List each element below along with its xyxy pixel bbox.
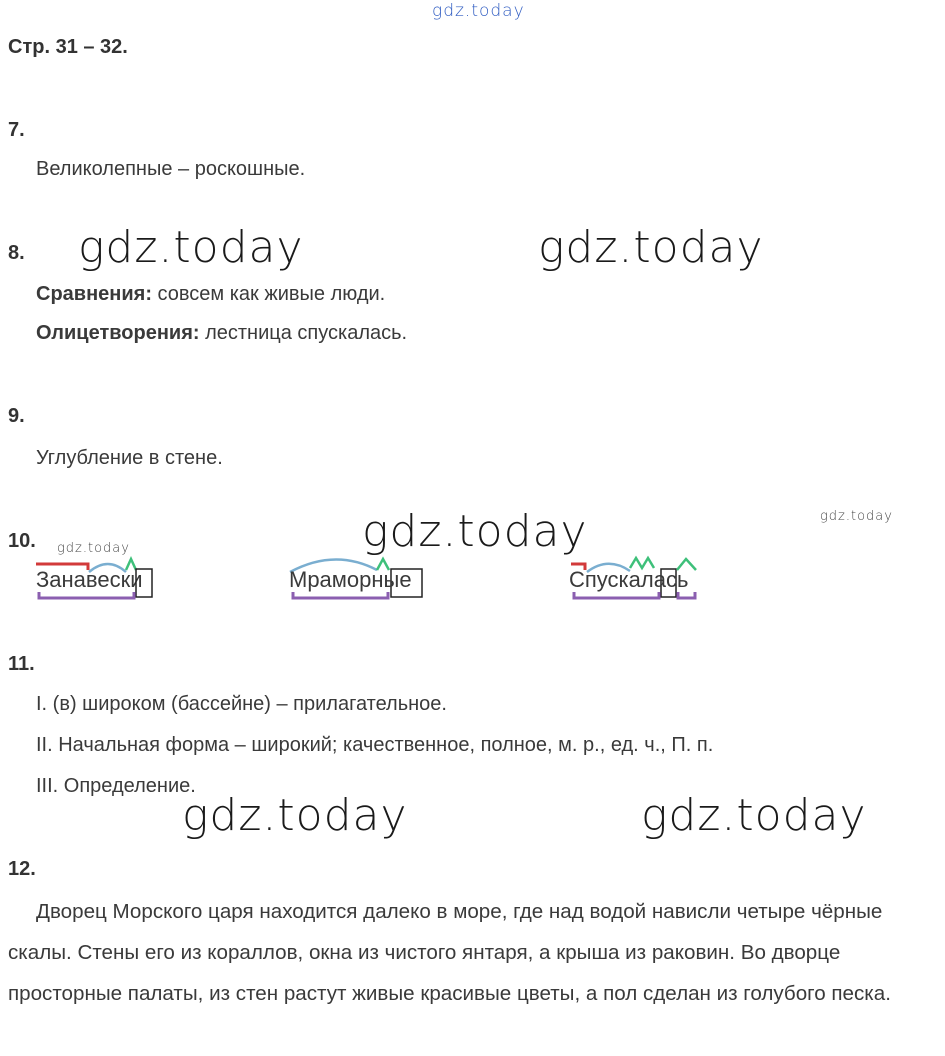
- task-11-number: 11.: [8, 653, 35, 675]
- comparisons-label: Сравнения:: [36, 283, 152, 305]
- morph-word-3: [569, 567, 688, 593]
- morph-word-3-postfix: сь: [665, 567, 689, 592]
- watermark: gdz.today: [182, 790, 408, 841]
- morph-word-2-stem: Мраморн: [289, 567, 384, 592]
- watermark: gdz.today: [362, 506, 588, 557]
- task-7-number: 7.: [8, 119, 25, 141]
- watermark: gdz.today: [820, 509, 893, 524]
- page-range-title: Стр. 31 – 32.: [8, 36, 128, 58]
- stem-bracket: [39, 592, 134, 598]
- personification-label: Олицетворения:: [36, 322, 200, 344]
- root-arc: [89, 564, 126, 572]
- morph-word-2: [289, 567, 412, 593]
- task-9-answer: Углубление в стене.: [36, 447, 223, 469]
- task-11-line-3: III. Определение.: [36, 775, 196, 797]
- watermark: gdz.today: [641, 790, 867, 841]
- suffix-mark: [126, 559, 136, 570]
- task-7-answer: Великолепные – роскошные.: [36, 158, 306, 180]
- personification-text: лестница спускалась.: [199, 322, 408, 344]
- task-12-number: 12.: [8, 858, 36, 880]
- watermark: gdz.today: [57, 541, 130, 556]
- watermark-top: gdz.today: [432, 1, 525, 21]
- morph-word-1-ending: и: [130, 567, 143, 592]
- prefix-mark: [36, 564, 88, 570]
- watermark: gdz.today: [78, 222, 304, 273]
- task-8-number: 8.: [8, 242, 25, 264]
- morph-word-1-stem: Занавеск: [36, 567, 131, 592]
- task-12-paragraph: Дворец Морского царя находится далеко в море, где над водой нависли четыре чёрные скалы. Стены его из кораллов, окна из чистого янтаря, а крыша из раковин. Во дворце просторные палаты, из стен растут живые красивые цветы, а пол сделан из голубого песка.: [8, 900, 891, 1005]
- morph-word-3-stem: Спускала: [569, 567, 666, 592]
- task-11-line-2: II. Начальная форма – широкий; качественное, полное, м. р., ед. ч., П. п.: [36, 734, 714, 756]
- morph-word-2-ending: ые: [383, 567, 412, 592]
- task-9-number: 9.: [8, 405, 25, 427]
- comparisons-text: совсем как живые люди.: [152, 283, 386, 305]
- task-10-number: 10.: [8, 530, 36, 552]
- ending-box: [136, 569, 152, 597]
- task-11-line-1: I. (в) широком (бассейне) – прилагательное.: [36, 693, 447, 715]
- watermark: gdz.today: [538, 222, 764, 273]
